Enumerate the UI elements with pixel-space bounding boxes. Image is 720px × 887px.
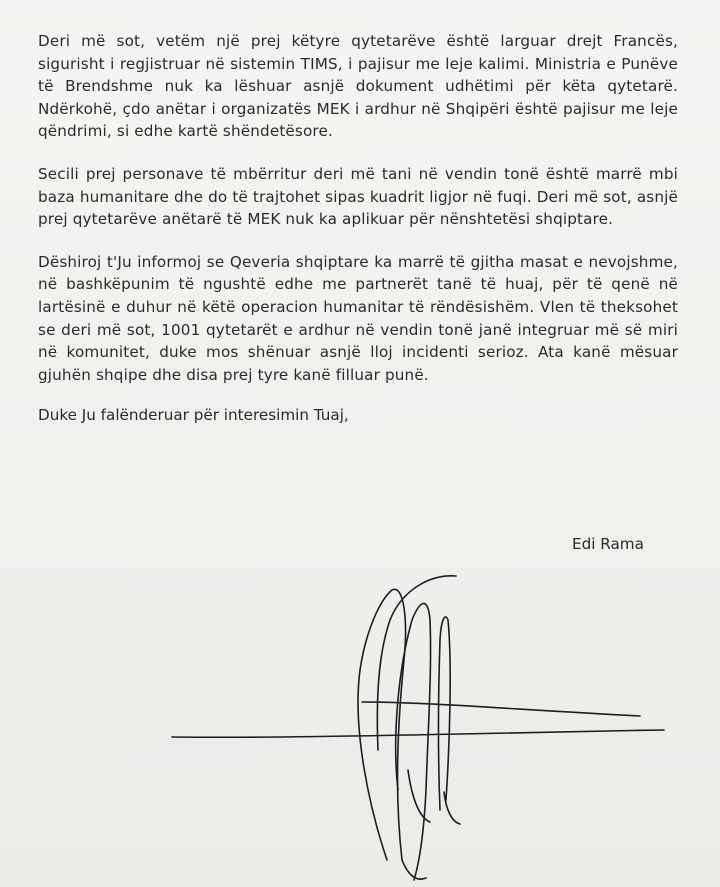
signatory-name: Edi Rama: [572, 535, 644, 553]
closing-line: Duke Ju falënderuar për interesimin Tuaj,: [38, 406, 349, 425]
paragraph-travel-documents: Deri më sot, vetëm një prej këtyre qytetarëve është larguar drejt Francës, sigurisht i regjistruar në sistemin TIMS, i pajisur me leje kalimi. Ministria e Punëve të Brendshme nuk ka lëshuar asnjë dokument udhëtimi për këta qytetarë. Ndërkohë, çdo anëtar i organizatës MEK i ardhur në Shqipëri është pajisur me leje qëndrimi, si edhe kartë shëndetësore.: [38, 32, 678, 141]
letter-body: [38, 30, 678, 424]
paragraph-integration: Dëshiroj t'Ju informoj se Qeveria shqiptare ka marrë të gjitha masat e nevojshme, në bashkëpunim të ngushtë edhe me partnerët tanë të huaj, për të qenë në lartësinë e duhur në këtë operacion humanitar të rëndësishëm. Vlen të theksohet se deri më sot, 1001 qytetarët e ardhur në vendin tonë janë integruar më së miri në komunitet, duke mos shënuar asnjë lloj incidenti serioz. Ata kanë mësuar gjuhën shqipe dhe disa prej tyre kanë filluar punë.: [38, 252, 678, 384]
paragraph-humanitarian-status: Secili prej personave të mbërritur deri më tani në vendin tonë është marrë mbi baza humanitare dhe do të trajtohet sipas kuadrit ligjor në fuqi. Deri më sot, asnjë prej qytetarëve anëtarë të MEK nuk ka aplikuar për nënshtetësi shqiptare.: [38, 164, 678, 229]
handwritten-signature: [0, 560, 720, 887]
